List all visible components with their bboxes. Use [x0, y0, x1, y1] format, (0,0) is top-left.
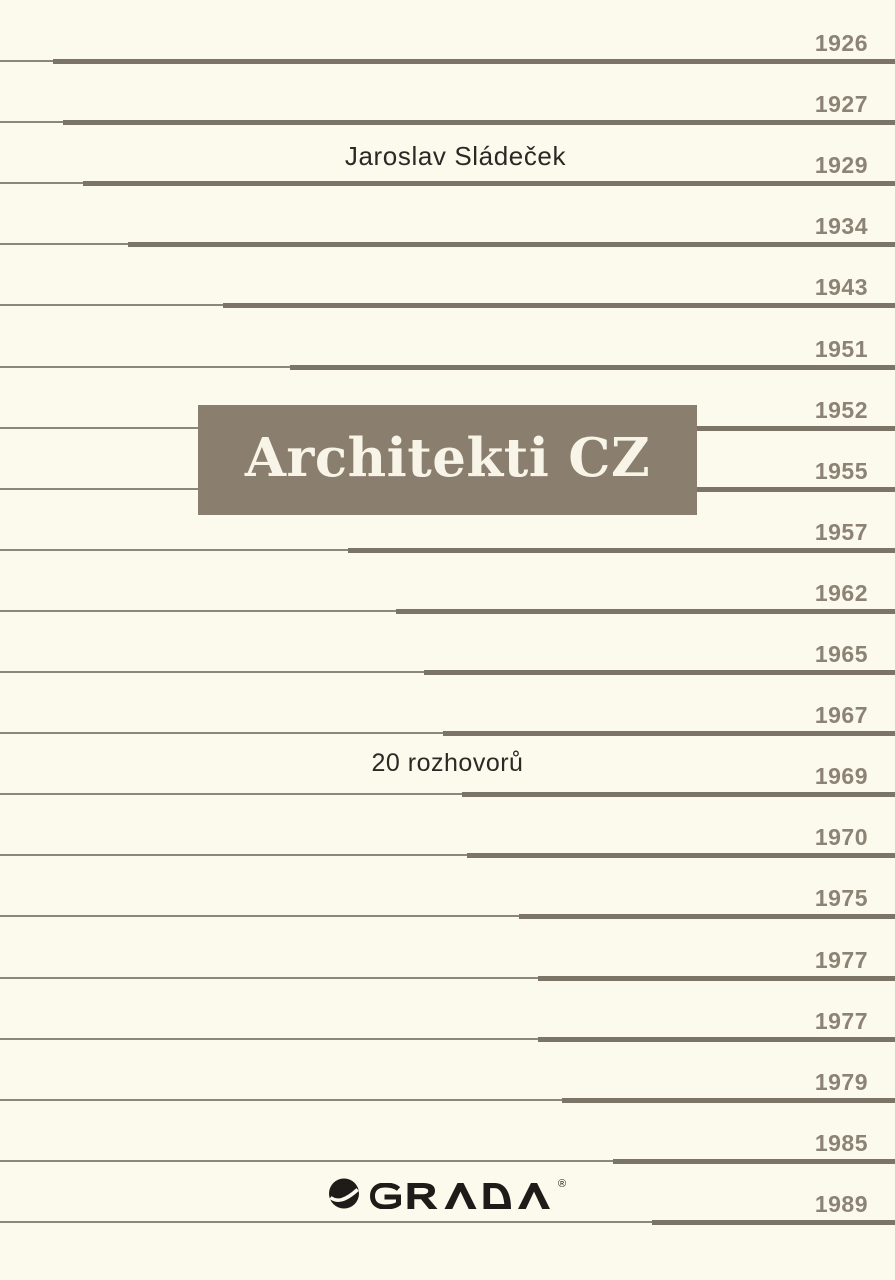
registered-trademark-symbol: ® — [558, 1178, 567, 1190]
timeline-year-label: 1957 — [814, 519, 868, 545]
timeline-year-label: 1985 — [814, 1130, 868, 1156]
timeline-year-label: 1967 — [814, 702, 868, 728]
timeline-thick-line — [396, 609, 895, 614]
grada-letter-d — [484, 1183, 512, 1209]
timeline-thin-line — [0, 366, 290, 368]
timeline-thick-line — [467, 853, 895, 858]
timeline-year-label: 1943 — [814, 274, 868, 300]
timeline-year-label: 1989 — [814, 1191, 868, 1217]
timeline-year-label: 1927 — [814, 91, 868, 117]
timeline-thin-line — [0, 915, 519, 917]
timeline-year-label: 1979 — [814, 1069, 868, 1095]
timeline-year-label: 1955 — [814, 458, 868, 484]
grada-letter-g — [373, 1185, 399, 1207]
timeline-thin-line — [0, 304, 223, 306]
timeline-thick-line — [63, 120, 895, 125]
author-name: Jaroslav Sládeček — [344, 141, 567, 171]
grada-letter-a — [445, 1183, 477, 1209]
timeline-thick-line — [652, 1220, 895, 1225]
timeline-thin-line — [0, 977, 538, 979]
timeline-thick-line — [613, 1159, 895, 1164]
timeline-year-label: 1934 — [814, 213, 868, 239]
timeline-thin-line — [0, 732, 443, 734]
timeline-thick-line — [519, 914, 895, 919]
timeline-year-label: 1952 — [814, 397, 868, 423]
timeline-thin-line — [0, 121, 63, 123]
timeline-thick-line — [348, 548, 895, 553]
timeline-thin-line — [0, 1099, 562, 1101]
timeline-thick-line — [538, 1037, 895, 1042]
timeline-thin-line — [0, 854, 467, 856]
timeline-year-label: 1969 — [814, 763, 868, 789]
timeline-thin-line — [0, 610, 396, 612]
subtitle: 20 rozhovorů — [371, 749, 524, 777]
timeline-thin-line — [0, 1221, 652, 1223]
grada-wordmark — [370, 1183, 551, 1209]
timeline-year-label: 1929 — [814, 152, 868, 178]
timeline-thick-line — [53, 59, 895, 64]
timeline-thick-line — [538, 976, 895, 981]
timeline-thick-line — [128, 242, 895, 247]
timeline-thin-line — [0, 182, 83, 184]
grada-letter-r — [408, 1183, 438, 1209]
timeline-thick-line — [223, 303, 895, 308]
timeline-thick-line — [462, 792, 895, 797]
timeline-thick-line — [443, 731, 895, 736]
timeline-thick-line — [83, 181, 895, 186]
timeline-year-label: 1962 — [814, 580, 868, 606]
title-box — [198, 405, 697, 515]
timeline-year-label: 1951 — [814, 336, 868, 362]
book-title: Architekti CZ — [244, 427, 651, 489]
timeline-thick-line — [562, 1098, 895, 1103]
timeline-thin-line — [0, 549, 348, 551]
timeline-thin-line — [0, 60, 53, 62]
timeline-year-label: 1975 — [814, 885, 868, 911]
timeline-thick-line — [424, 670, 895, 675]
grada-letter-a2 — [518, 1183, 550, 1209]
timeline-thin-line — [0, 243, 128, 245]
timeline-thin-line — [0, 671, 424, 673]
timeline-year-label: 1977 — [814, 947, 868, 973]
timeline-thick-line — [290, 365, 895, 370]
timeline-thin-line — [0, 1160, 613, 1162]
timeline-year-label: 1977 — [814, 1008, 868, 1034]
timeline-thin-line — [0, 793, 462, 795]
timeline-year-label: 1965 — [814, 641, 868, 667]
timeline-thin-line — [0, 1038, 538, 1040]
timeline-year-label: 1926 — [814, 30, 868, 56]
grada-globe-icon — [329, 1178, 359, 1209]
publisher-logo — [329, 1178, 566, 1209]
timeline-year-label: 1970 — [814, 824, 868, 850]
